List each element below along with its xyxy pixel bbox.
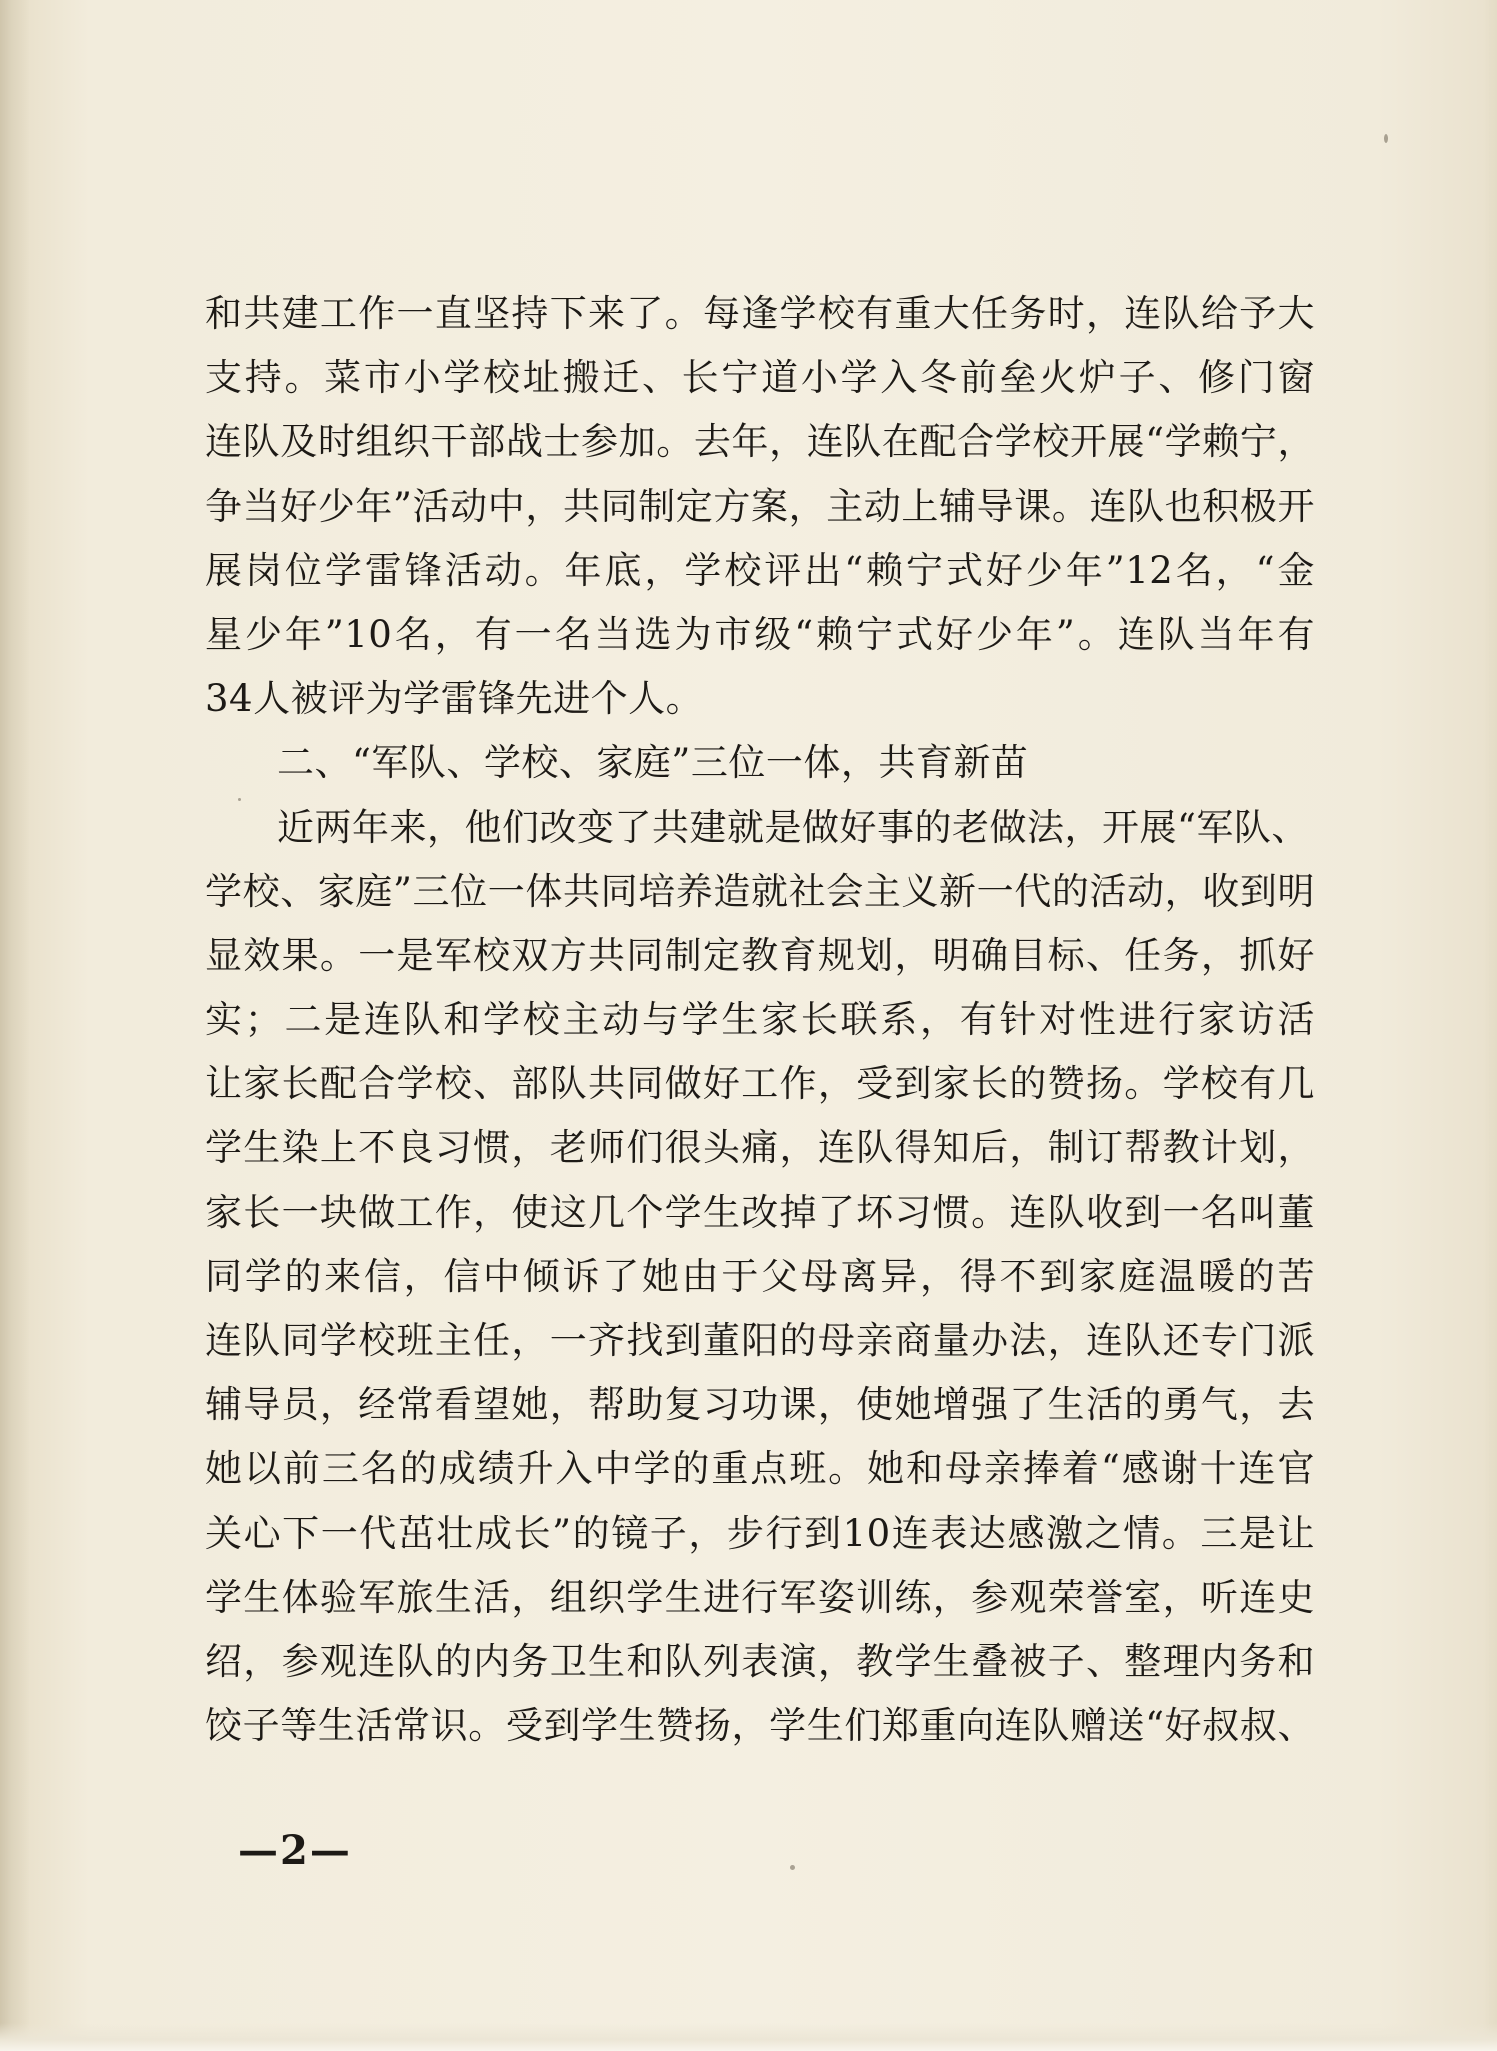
- page-right-edge: [1483, 0, 1497, 2051]
- text-line: 和共建工作一直坚持下来了。每逢学校有重大任务时，连队给予大: [205, 292, 1315, 335]
- text-line: 辅导员，经常看望她，帮助复习功课，使她增强了生活的勇气，去: [205, 1383, 1315, 1427]
- text-line: 支持。菜市小学校址搬迁、长宁道小学入冬前垒火炉子、修门窗: [205, 356, 1315, 400]
- text-line: 实；二是连队和学校主动与学生家长联系，有针对性进行家访活: [205, 998, 1315, 1042]
- text-line: 让家长配合学校、部队共同做好工作，受到家长的赞扬。学校有几: [205, 1062, 1315, 1106]
- text-line: 关心下一代茁壮成长”的镜子，步行到10连表达感激之情。三是让: [205, 1511, 1315, 1555]
- page-number: —2—: [238, 1827, 352, 1874]
- body-text: [205, 282, 1315, 1758]
- page-bottom-edge: [0, 2023, 1497, 2051]
- text-line: 她以前三名的成绩升入中学的重点班。她和母亲捧着“感谢十连官: [205, 1447, 1315, 1491]
- text-line: 连队及时组织干部战士参加。去年，连队在配合学校开展“学赖宁，: [205, 420, 1315, 464]
- text-line: 学生体验军旅生活，组织学生进行军姿训练，参观荣誉室，听连史: [205, 1575, 1315, 1619]
- section-heading: 二、“军队、学校、家庭”三位一体，共育新苗: [277, 741, 1029, 785]
- text-line: 显效果。一是军校双方共同制定教育规划，明确目标、任务，抓好: [205, 933, 1315, 977]
- text-line: 同学的来信，信中倾诉了她由于父母离异，得不到家庭温暖的苦: [205, 1254, 1315, 1298]
- page-left-shadow: [0, 0, 30, 2051]
- text-line: 绍，参观连队的内务卫生和队列表演，教学生叠被子、整理内务和: [205, 1639, 1315, 1683]
- paper-speck: [790, 1865, 795, 1870]
- text-line: 34人被评为学雷锋先进个人。: [205, 677, 704, 721]
- text-line: 展岗位学雷锋活动。年底，学校评出“赖宁式好少年”12名，“金: [205, 548, 1315, 592]
- text-line: 家长一块做工作，使这几个学生改掉了坏习惯。连队收到一名叫董: [205, 1190, 1315, 1234]
- text-line: 星少年”10名，有一名当选为市级“赖宁式好少年”。连队当年有: [205, 612, 1315, 656]
- text-line: 争当好少年”活动中，共同制定方案，主动上辅导课。连队也积极开: [205, 484, 1315, 528]
- paper-speck: [1384, 134, 1388, 143]
- text-line: 学生染上不良习惯，老师们很头痛，连队得知后，制订帮教计划，: [205, 1126, 1315, 1170]
- text-line: 近两年来，他们改变了共建就是做好事的老做法，开展“军队、: [277, 805, 1309, 849]
- text-line: 学校、家庭”三位一体共同培养造就社会主义新一代的活动，收到明: [205, 869, 1315, 913]
- text-line: 连队同学校班主任，一齐找到董阳的母亲商量办法，连队还专门派: [205, 1319, 1315, 1362]
- text-line: 饺子等生活常识。受到学生赞扬，学生们郑重向连队赠送“好叔叔、: [205, 1704, 1315, 1748]
